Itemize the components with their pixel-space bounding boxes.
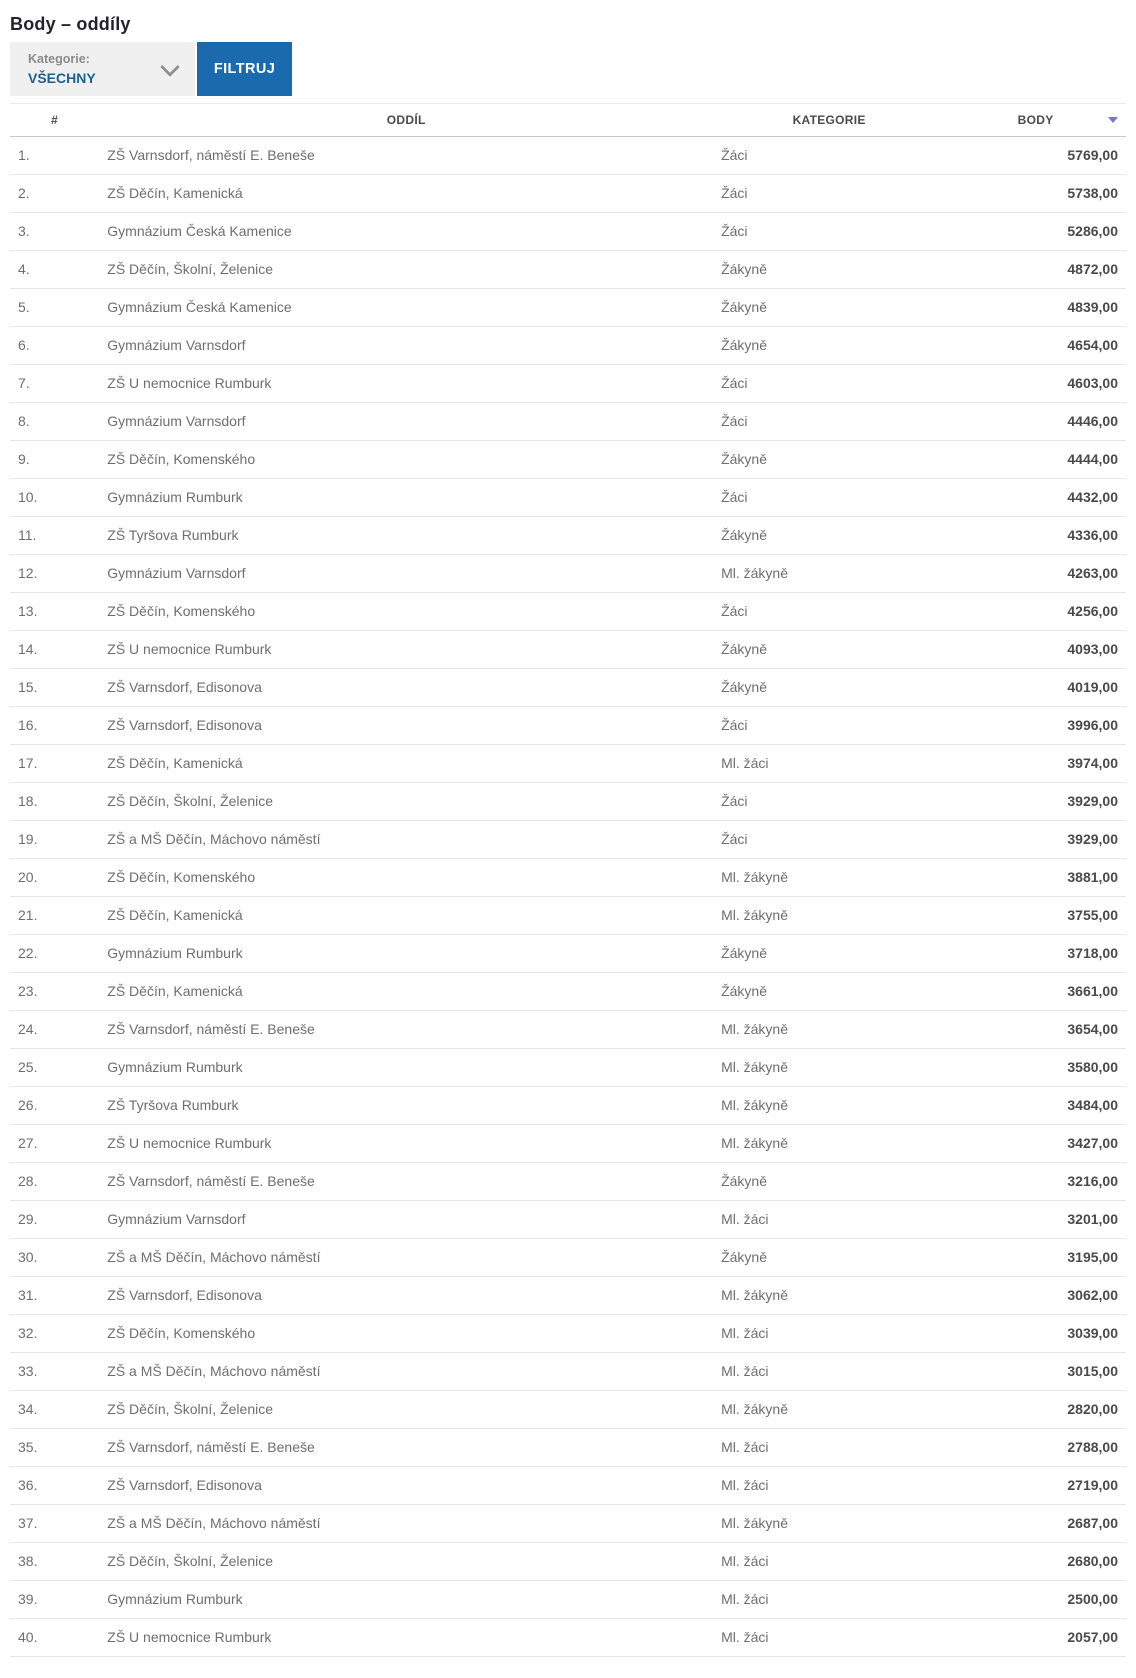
body-cell: 2500,00 xyxy=(945,1581,1126,1619)
kategorie-cell: Ml. žákyně xyxy=(713,1391,945,1429)
kategorie-cell: Žákyně xyxy=(713,327,945,365)
points-table xyxy=(10,103,1126,1657)
column-header-body[interactable] xyxy=(945,104,1126,137)
kategorie-select-value: VŠECHNY xyxy=(28,70,96,86)
table-row xyxy=(10,897,1126,935)
oddil-cell: Gymnázium Rumburk xyxy=(99,479,713,517)
body-cell: 3216,00 xyxy=(945,1163,1126,1201)
rank-cell: 17. xyxy=(10,745,99,783)
column-header-body-label: BODY xyxy=(1017,113,1054,127)
kategorie-cell: Ml. žákyně xyxy=(713,1277,945,1315)
kategorie-cell: Žáci xyxy=(713,479,945,517)
oddil-cell: ZŠ Varnsdorf, náměstí E. Beneše xyxy=(99,137,713,175)
table-row xyxy=(10,745,1126,783)
kategorie-cell: Ml. žákyně xyxy=(713,555,945,593)
table-row xyxy=(10,935,1126,973)
body-cell: 3580,00 xyxy=(945,1049,1126,1087)
body-cell: 3661,00 xyxy=(945,973,1126,1011)
table-row xyxy=(10,1619,1126,1657)
body-cell: 2680,00 xyxy=(945,1543,1126,1581)
body-cell: 3974,00 xyxy=(945,745,1126,783)
body-cell: 4446,00 xyxy=(945,403,1126,441)
table-row xyxy=(10,1239,1126,1277)
kategorie-cell: Žáci xyxy=(713,365,945,403)
table-row xyxy=(10,1125,1126,1163)
rank-cell: 16. xyxy=(10,707,99,745)
kategorie-cell: Žáci xyxy=(713,821,945,859)
chevron-down-icon xyxy=(160,57,180,77)
kategorie-cell: Ml. žákyně xyxy=(713,859,945,897)
kategorie-cell: Žáci xyxy=(713,707,945,745)
rank-cell: 38. xyxy=(10,1543,99,1581)
table-row xyxy=(10,517,1126,555)
oddil-cell: ZŠ Varnsdorf, Edisonova xyxy=(99,1467,713,1505)
page-title: Body – oddíly xyxy=(10,14,131,34)
oddil-cell: ZŠ a MŠ Děčín, Máchovo náměstí xyxy=(99,1239,713,1277)
oddil-cell: Gymnázium Varnsdorf xyxy=(99,403,713,441)
table-row xyxy=(10,1087,1126,1125)
table-row xyxy=(10,1201,1126,1239)
body-cell: 3195,00 xyxy=(945,1239,1126,1277)
kategorie-cell: Ml. žáci xyxy=(713,1619,945,1657)
table-row xyxy=(10,1163,1126,1201)
table-row xyxy=(10,441,1126,479)
rank-cell: 31. xyxy=(10,1277,99,1315)
kategorie-cell: Žáci xyxy=(713,175,945,213)
column-header-kategorie[interactable]: KATEGORIE xyxy=(713,104,945,137)
oddil-cell: ZŠ Varnsdorf, Edisonova xyxy=(99,1277,713,1315)
rank-cell: 2. xyxy=(10,175,99,213)
kategorie-cell: Žákyně xyxy=(713,669,945,707)
rank-cell: 21. xyxy=(10,897,99,935)
oddil-cell: ZŠ Tyršova Rumburk xyxy=(99,517,713,555)
body-cell: 4603,00 xyxy=(945,365,1126,403)
rank-cell: 12. xyxy=(10,555,99,593)
table-row xyxy=(10,707,1126,745)
oddil-cell: ZŠ Varnsdorf, Edisonova xyxy=(99,669,713,707)
rank-cell: 23. xyxy=(10,973,99,1011)
kategorie-cell: Ml. žáci xyxy=(713,1543,945,1581)
oddil-cell: ZŠ Děčín, Kamenická xyxy=(99,745,713,783)
kategorie-cell: Žákyně xyxy=(713,973,945,1011)
table-row xyxy=(10,1315,1126,1353)
rank-cell: 40. xyxy=(10,1619,99,1657)
oddil-cell: ZŠ Děčín, Školní, Želenice xyxy=(99,1543,713,1581)
body-cell: 5738,00 xyxy=(945,175,1126,213)
table-row xyxy=(10,137,1126,175)
rank-cell: 13. xyxy=(10,593,99,631)
kategorie-cell: Žákyně xyxy=(713,631,945,669)
oddil-cell: ZŠ Děčín, Školní, Želenice xyxy=(99,783,713,821)
table-row xyxy=(10,821,1126,859)
body-cell: 3929,00 xyxy=(945,821,1126,859)
oddil-cell: ZŠ Děčín, Kamenická xyxy=(99,973,713,1011)
table-row xyxy=(10,327,1126,365)
table-row xyxy=(10,555,1126,593)
body-cell: 4336,00 xyxy=(945,517,1126,555)
body-cell: 5286,00 xyxy=(945,213,1126,251)
rank-cell: 11. xyxy=(10,517,99,555)
rank-cell: 20. xyxy=(10,859,99,897)
kategorie-cell: Žáci xyxy=(713,783,945,821)
table-row xyxy=(10,213,1126,251)
oddil-cell: ZŠ Děčín, Komenského xyxy=(99,593,713,631)
oddil-cell: ZŠ a MŠ Děčín, Máchovo náměstí xyxy=(99,1505,713,1543)
body-cell: 3929,00 xyxy=(945,783,1126,821)
oddil-cell: ZŠ Děčín, Kamenická xyxy=(99,175,713,213)
body-cell: 3881,00 xyxy=(945,859,1126,897)
body-cell: 2788,00 xyxy=(945,1429,1126,1467)
rank-cell: 5. xyxy=(10,289,99,327)
table-row xyxy=(10,973,1126,1011)
oddil-cell: Gymnázium Rumburk xyxy=(99,1581,713,1619)
body-cell: 3654,00 xyxy=(945,1011,1126,1049)
kategorie-cell: Ml. žákyně xyxy=(713,1125,945,1163)
table-row xyxy=(10,175,1126,213)
rank-cell: 3. xyxy=(10,213,99,251)
table-row xyxy=(10,403,1126,441)
oddil-cell: ZŠ a MŠ Děčín, Máchovo náměstí xyxy=(99,1353,713,1391)
rank-cell: 14. xyxy=(10,631,99,669)
kategorie-cell: Ml. žáci xyxy=(713,1315,945,1353)
body-cell: 4444,00 xyxy=(945,441,1126,479)
body-cell: 4263,00 xyxy=(945,555,1126,593)
body-cell: 3201,00 xyxy=(945,1201,1126,1239)
oddil-cell: Gymnázium Varnsdorf xyxy=(99,555,713,593)
body-cell: 4872,00 xyxy=(945,251,1126,289)
body-cell: 3062,00 xyxy=(945,1277,1126,1315)
oddil-cell: ZŠ Tyršova Rumburk xyxy=(99,1087,713,1125)
body-cell: 2687,00 xyxy=(945,1505,1126,1543)
kategorie-cell: Žákyně xyxy=(713,251,945,289)
kategorie-cell: Ml. žákyně xyxy=(713,1011,945,1049)
oddil-cell: ZŠ Varnsdorf, náměstí E. Beneše xyxy=(99,1011,713,1049)
rank-cell: 19. xyxy=(10,821,99,859)
oddil-cell: ZŠ a MŠ Děčín, Máchovo náměstí xyxy=(99,821,713,859)
rank-cell: 39. xyxy=(10,1581,99,1619)
body-cell: 3996,00 xyxy=(945,707,1126,745)
oddil-cell: Gymnázium Rumburk xyxy=(99,935,713,973)
oddil-cell: Gymnázium Rumburk xyxy=(99,1049,713,1087)
kategorie-cell: Žákyně xyxy=(713,289,945,327)
rank-cell: 9. xyxy=(10,441,99,479)
rank-cell: 4. xyxy=(10,251,99,289)
oddil-cell: ZŠ U nemocnice Rumburk xyxy=(99,631,713,669)
rank-cell: 24. xyxy=(10,1011,99,1049)
body-cell: 4654,00 xyxy=(945,327,1126,365)
body-cell: 4432,00 xyxy=(945,479,1126,517)
table-row xyxy=(10,631,1126,669)
body-cell: 4019,00 xyxy=(945,669,1126,707)
table-row xyxy=(10,365,1126,403)
table-row xyxy=(10,1467,1126,1505)
oddil-cell: ZŠ U nemocnice Rumburk xyxy=(99,365,713,403)
kategorie-cell: Ml. žákyně xyxy=(713,897,945,935)
kategorie-select[interactable] xyxy=(10,42,195,96)
kategorie-cell: Žákyně xyxy=(713,517,945,555)
body-cell: 3755,00 xyxy=(945,897,1126,935)
table-row xyxy=(10,289,1126,327)
rank-cell: 7. xyxy=(10,365,99,403)
kategorie-cell: Ml. žáci xyxy=(713,1353,945,1391)
rank-cell: 30. xyxy=(10,1239,99,1277)
rank-cell: 8. xyxy=(10,403,99,441)
body-cell: 3427,00 xyxy=(945,1125,1126,1163)
table-row xyxy=(10,1543,1126,1581)
kategorie-cell: Ml. žáci xyxy=(713,1201,945,1239)
sort-desc-icon xyxy=(1108,117,1118,123)
rank-cell: 28. xyxy=(10,1163,99,1201)
rank-cell: 27. xyxy=(10,1125,99,1163)
rank-cell: 6. xyxy=(10,327,99,365)
table-body xyxy=(10,137,1126,1657)
kategorie-cell: Ml. žákyně xyxy=(713,1087,945,1125)
body-cell: 3718,00 xyxy=(945,935,1126,973)
table-row xyxy=(10,1581,1126,1619)
table-row xyxy=(10,1011,1126,1049)
kategorie-select-label: Kategorie: xyxy=(28,52,90,66)
oddil-cell: ZŠ Děčín, Komenského xyxy=(99,441,713,479)
table-row xyxy=(10,859,1126,897)
table-row xyxy=(10,1049,1126,1087)
rank-cell: 29. xyxy=(10,1201,99,1239)
body-cell: 4256,00 xyxy=(945,593,1126,631)
oddil-cell: ZŠ Děčín, Kamenická xyxy=(99,897,713,935)
kategorie-cell: Žákyně xyxy=(713,441,945,479)
kategorie-cell: Žákyně xyxy=(713,1163,945,1201)
rank-cell: 33. xyxy=(10,1353,99,1391)
body-cell: 3484,00 xyxy=(945,1087,1126,1125)
body-cell: 5769,00 xyxy=(945,137,1126,175)
rank-cell: 1. xyxy=(10,137,99,175)
table-row xyxy=(10,783,1126,821)
kategorie-cell: Žáci xyxy=(713,593,945,631)
rank-cell: 36. xyxy=(10,1467,99,1505)
oddil-cell: Gymnázium Česká Kamenice xyxy=(99,289,713,327)
body-cell: 3039,00 xyxy=(945,1315,1126,1353)
rank-cell: 26. xyxy=(10,1087,99,1125)
rank-cell: 37. xyxy=(10,1505,99,1543)
oddil-cell: ZŠ Děčín, Komenského xyxy=(99,859,713,897)
body-cell: 4839,00 xyxy=(945,289,1126,327)
page xyxy=(0,14,1136,1657)
kategorie-cell: Ml. žákyně xyxy=(713,1505,945,1543)
oddil-cell: ZŠ Varnsdorf, náměstí E. Beneše xyxy=(99,1429,713,1467)
table-row xyxy=(10,1429,1126,1467)
oddil-cell: ZŠ U nemocnice Rumburk xyxy=(99,1619,713,1657)
column-header-oddil[interactable]: ODDÍL xyxy=(99,104,713,137)
body-cell: 3015,00 xyxy=(945,1353,1126,1391)
table-row xyxy=(10,1277,1126,1315)
table-row xyxy=(10,1353,1126,1391)
oddil-cell: ZŠ Varnsdorf, Edisonova xyxy=(99,707,713,745)
kategorie-cell: Ml. žáci xyxy=(713,1467,945,1505)
oddil-cell: ZŠ Děčín, Školní, Želenice xyxy=(99,1391,713,1429)
rank-cell: 10. xyxy=(10,479,99,517)
body-cell: 2820,00 xyxy=(945,1391,1126,1429)
kategorie-cell: Žákyně xyxy=(713,935,945,973)
kategorie-cell: Žáci xyxy=(713,137,945,175)
oddil-cell: ZŠ Děčín, Komenského xyxy=(99,1315,713,1353)
oddil-cell: ZŠ Děčín, Školní, Želenice xyxy=(99,251,713,289)
table-row xyxy=(10,251,1126,289)
kategorie-cell: Ml. žákyně xyxy=(713,1049,945,1087)
table-row xyxy=(10,1391,1126,1429)
rank-cell: 35. xyxy=(10,1429,99,1467)
table-row xyxy=(10,669,1126,707)
oddil-cell: ZŠ U nemocnice Rumburk xyxy=(99,1125,713,1163)
filtruj-button[interactable]: FILTRUJ xyxy=(197,42,292,96)
oddil-cell: Gymnázium Česká Kamenice xyxy=(99,213,713,251)
rank-cell: 15. xyxy=(10,669,99,707)
kategorie-cell: Žákyně xyxy=(713,1239,945,1277)
filter-bar xyxy=(10,42,1126,96)
table-header-row xyxy=(10,104,1126,137)
kategorie-cell: Ml. žáci xyxy=(713,1581,945,1619)
body-cell: 2719,00 xyxy=(945,1467,1126,1505)
kategorie-cell: Žáci xyxy=(713,213,945,251)
body-cell: 4093,00 xyxy=(945,631,1126,669)
table-row xyxy=(10,593,1126,631)
table-row xyxy=(10,479,1126,517)
rank-cell: 22. xyxy=(10,935,99,973)
oddil-cell: Gymnázium Varnsdorf xyxy=(99,1201,713,1239)
rank-cell: 25. xyxy=(10,1049,99,1087)
rank-cell: 34. xyxy=(10,1391,99,1429)
kategorie-cell: Ml. žáci xyxy=(713,1429,945,1467)
rank-cell: 32. xyxy=(10,1315,99,1353)
rank-cell: 18. xyxy=(10,783,99,821)
body-cell: 2057,00 xyxy=(945,1619,1126,1657)
kategorie-cell: Ml. žáci xyxy=(713,745,945,783)
table-row xyxy=(10,1505,1126,1543)
column-header-rank[interactable]: # xyxy=(10,104,99,137)
oddil-cell: Gymnázium Varnsdorf xyxy=(99,327,713,365)
kategorie-cell: Žáci xyxy=(713,403,945,441)
oddil-cell: ZŠ Varnsdorf, náměstí E. Beneše xyxy=(99,1163,713,1201)
